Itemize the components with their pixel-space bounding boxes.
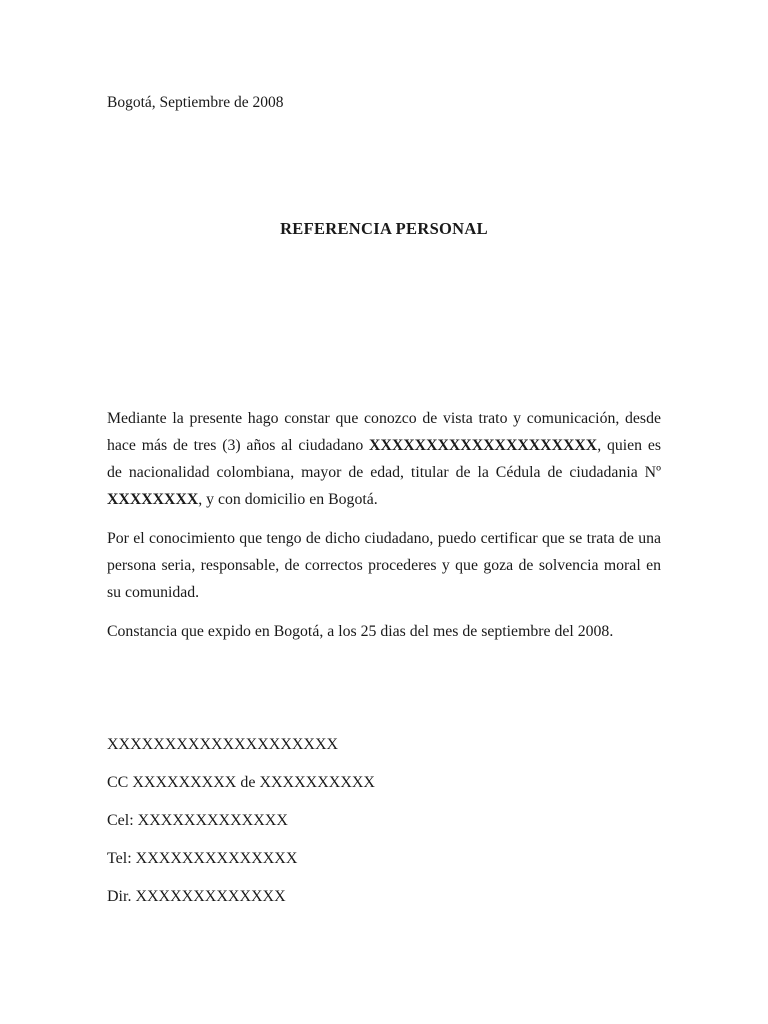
signature-tel-line: Tel: XXXXXXXXXXXXXX <box>107 850 298 867</box>
p1-text-start: Mediante la presente hago constar que conozco de vista trato y comunicación, desde hace más de tres (3) años al ciudadano <box>107 410 661 454</box>
paragraph-introduction <box>107 405 661 513</box>
document-title: REFERENCIA PERSONAL <box>280 219 488 238</box>
p1-text-middle: , quien es de nacionalidad colombiana, mayor de edad, titular de la Cédula de ciudadania Nº <box>107 437 661 481</box>
letter-body <box>107 405 661 645</box>
date-line: Bogotá, Septiembre de 2008 <box>107 94 284 111</box>
signature-cel-line: Cel: XXXXXXXXXXXXX <box>107 812 288 829</box>
signature-id-line: CC XXXXXXXXX de XXXXXXXXXX <box>107 774 375 791</box>
p1-text-end: , y con domicilio en Bogotá. <box>198 491 378 508</box>
paragraph-closing: Constancia que expido en Bogotá, a los 25 dias del mes de septiembre del 2008. <box>107 623 614 640</box>
signature-name: XXXXXXXXXXXXXXXXXXXX <box>107 736 339 753</box>
p1-citizen-name-placeholder: XXXXXXXXXXXXXXXXXXXX <box>369 437 598 454</box>
signature-dir-line: Dir. XXXXXXXXXXXXX <box>107 888 286 905</box>
paragraph-certification: Por el conocimiento que tengo de dicho ciudadano, puedo certificar que se trata de una persona seria, responsable, de correctos procederes y que goza de solvencia moral en su comunidad. <box>107 530 661 601</box>
signature-block <box>107 735 661 907</box>
p1-cedula-number-placeholder: XXXXXXXX <box>107 491 199 508</box>
